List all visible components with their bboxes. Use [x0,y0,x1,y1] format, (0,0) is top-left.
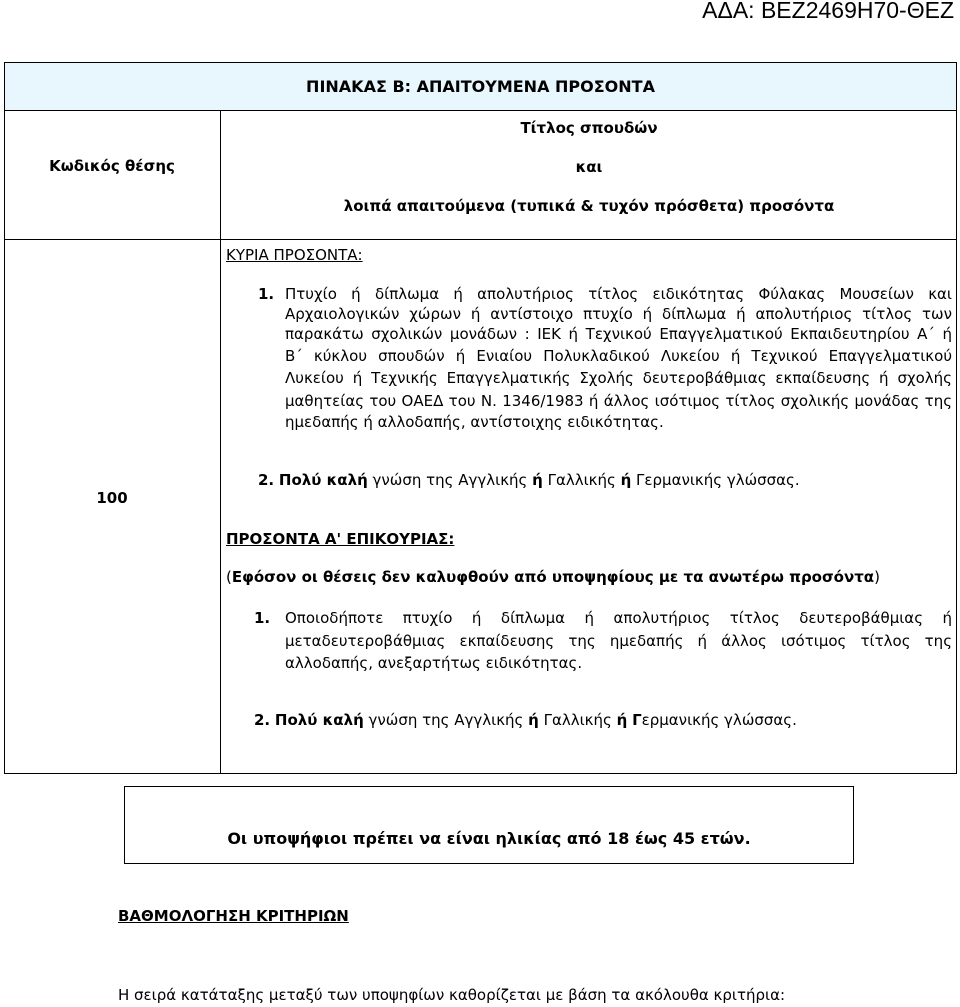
aux-item1-number: 1. [254,609,271,627]
code-column-header: Κωδικός θέσης [49,157,175,175]
lang-text: γνώση της Αγγλικής [367,471,533,489]
aux-note-paren: ) [874,568,880,586]
aux-item1-line: αλλοδαπής, ανεξαρτήτως ειδικότητας. [285,654,583,672]
aux-note [226,568,880,586]
lang-item-number: 2. [254,711,271,729]
title-column-header-line1: Τίτλος σπουδών [520,119,658,137]
main-qualifications-heading: ΚΥΡΙΑ ΠΡΟΣΟΝΤΑ: [226,246,363,264]
lang-text: Γερμανικής γλώσσας. [631,471,800,489]
aux-note-paren: ( [226,568,232,586]
lang-emphasis: Πολύ καλή [274,711,364,729]
main-language-item [258,471,800,489]
scoring-intro: Η σειρά κατάταξης μεταξύ των υποψηφίων καθορίζεται με βάση τα ακόλουθα κριτήρια: [118,986,786,1004]
lang-or: ή [616,711,628,729]
aux-language-item [254,711,797,729]
lang-or: ή [532,471,543,489]
document-id-label: ΑΔΑ: ΒΕΖ2469Η70-ΘΕΖ [702,0,954,23]
lang-emphasis: Γ [632,711,642,729]
main-item1-line: Λυκείου ή Τεχνικής Επαγγελματικής Σχολής δευτεροβάθμιας εκπαίδευσης ή σχολής [285,369,952,387]
table-title-row [4,62,957,111]
position-code: 100 [96,489,128,507]
main-item1-number: 1. [258,285,275,303]
age-requirement-text: Οι υποψήφιοι πρέπει να είναι ηλικίας από 18 έως 45 ετών. [227,829,751,848]
lang-text: ερμανικής γλώσσας. [641,711,797,729]
main-item1-line: ημεδαπής ή αλλοδαπής, αντίστοιχης ειδικότητας. [285,413,664,431]
aux-note-text: Εφόσον οι θέσεις δεν καλυφθούν από υποψηφίους με τα ανωτέρω προσόντα [231,568,875,586]
aux-qualifications-heading: ΠΡΟΣΟΝΤΑ Α' ΕΠΙΚΟΥΡΙΑΣ: [226,530,455,548]
lang-text: Γαλλικής [542,471,621,489]
lang-text: γνώση της Αγγλικής [363,711,529,729]
main-item1-line: Β΄ κύκλου σπουδών ή Ενιαίου Πολυκλαδικού Λυκείου ή Τεχνικού Επαγγελματικού [285,347,952,365]
lang-or: ή [620,471,632,489]
aux-item1-line: μεταδευτεροβάθμιας εκπαίδευσης της ημεδαπής ή άλλος ισότιμος τίτλος της [285,632,952,650]
main-item1-line: Αρχαιολογικών χώρων ή αντίστοιχο πτυχίο ή δίπλωμα ή απολυτήριος τίτλος των [285,305,952,323]
lang-emphasis: Πολύ καλή [278,471,368,489]
age-requirement-box [124,786,854,864]
lang-text: Γαλλικής [538,711,617,729]
main-item1-line: μαθητείας του ΟΑΕΔ του Ν. 1346/1983 ή άλλος ισότιμος τίτλος σχολικής μονάδας της [285,392,952,410]
scoring-heading: ΒΑΘΜΟΛΟΓΗΣΗ ΚΡΙΤΗΡΙΩΝ [118,907,349,925]
table-title: ΠΙΝΑΚΑΣ Β: ΑΠΑΙΤΟΥΜΕΝΑ ΠΡΟΣΟΝΤΑ [306,77,655,96]
main-item1-line: Πτυχίο ή δίπλωμα ή απολυτήριος τίτλος ειδικότητας Φύλακας Μουσείων και [285,285,952,303]
lang-item-number: 2. [258,471,275,489]
lang-or: ή [528,711,539,729]
main-item1-line: παρακάτω σχολικών μονάδων : ΙΕΚ ή Τεχνικού Επαγγελματικού Εκπαιδευτηρίου Α΄ ή [285,325,952,343]
header-divider [4,239,957,240]
title-column-header-line3: λοιπά απαιτούμενα (τυπικά & τυχόν πρόσθετα) προσόντα [343,197,835,215]
title-column-header-line2: και [575,158,603,176]
aux-item1-line: Οποιοδήποτε πτυχίο ή δίπλωμα ή απολυτήριος τίτλος δευτεροβάθμιας ή [285,609,952,627]
